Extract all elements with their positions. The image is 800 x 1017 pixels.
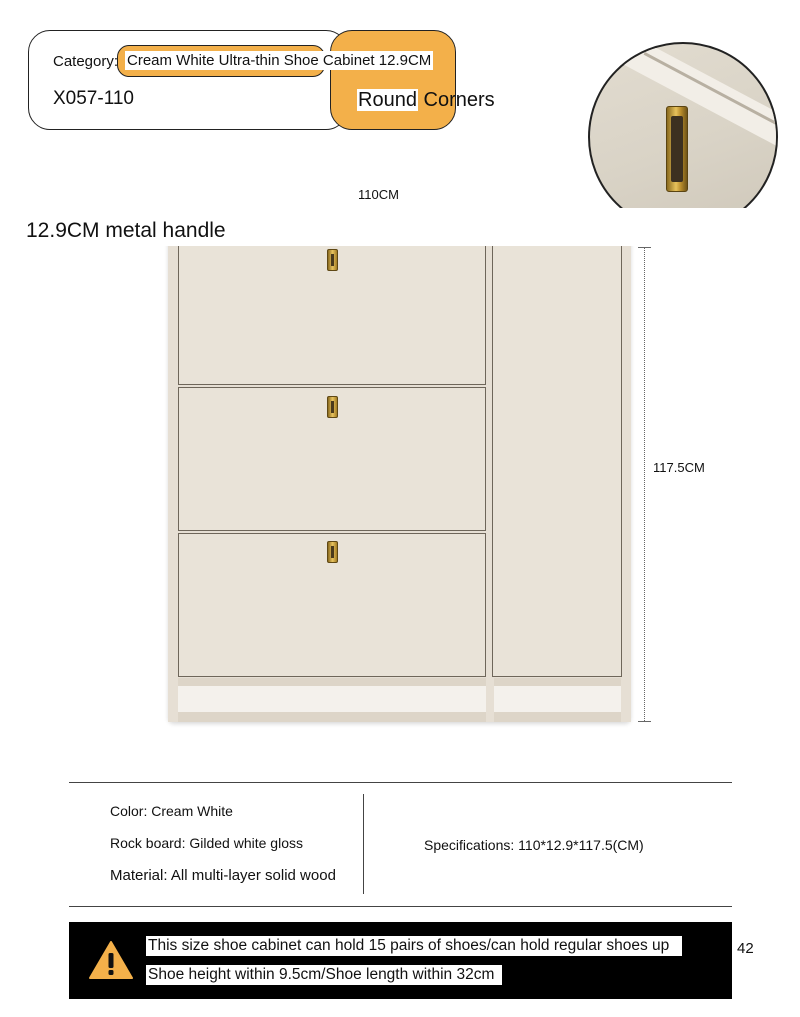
height-dimension-cap-bottom (638, 721, 651, 722)
notice-line-1: This size shoe cabinet can hold 15 pairs of shoes/can hold regular shoes up (146, 936, 682, 956)
notice-banner (69, 922, 732, 999)
model-number: X057-110 (53, 88, 134, 109)
category-value: Cream White Ultra-thin Shoe Cabinet 12.9CM (127, 52, 432, 69)
handle-title: 12.9CM metal handle (26, 219, 226, 242)
gold-handle-icon (327, 541, 338, 563)
round-corners-box (330, 30, 456, 130)
warning-icon (88, 940, 134, 980)
notice-line-2: Shoe height within 9.5cm/Shoe length within 32cm (146, 965, 502, 985)
spec-rock-board: Rock board: Gilded white gloss (110, 835, 303, 851)
divider-vertical (363, 794, 364, 894)
width-label: 110CM (358, 187, 399, 202)
cabinet-leg-left (168, 678, 178, 722)
base-opening-right (494, 686, 621, 712)
spec-material: Material: All multi-layer solid wood (110, 867, 336, 884)
feature-word-round: Round (358, 89, 417, 111)
cabinet-side-door (492, 245, 622, 677)
feature-label (357, 89, 495, 112)
cabinet-edge (616, 42, 778, 154)
feature-word-corners: Corners (423, 89, 495, 111)
spec-color: Color: Cream White (110, 803, 233, 819)
gold-handle-icon (327, 249, 338, 271)
spec-dimensions: Specifications: 110*12.9*117.5(CM) (424, 837, 644, 853)
gold-handle-icon (327, 396, 338, 418)
base-opening-left (178, 686, 486, 712)
cabinet-leg-middle (486, 678, 494, 722)
height-dimension-cap-top (638, 247, 651, 248)
category-label: Category: (53, 53, 119, 70)
cabinet-leg-right (621, 678, 631, 722)
divider-bottom (69, 906, 732, 907)
handle-recess (671, 116, 683, 182)
height-label: 117.5CM (653, 460, 705, 475)
handle-zoom-circle (588, 42, 778, 232)
divider-top (69, 782, 732, 783)
height-dimension-line (644, 247, 645, 721)
side-number: 42 (737, 940, 754, 957)
